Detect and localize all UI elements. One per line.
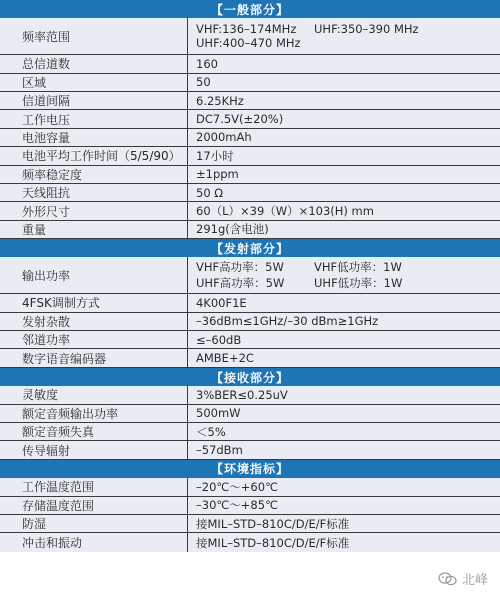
spec-value [188,55,500,72]
spec-row [0,147,500,165]
spec-row [0,74,500,92]
spec-value-line [196,259,500,275]
spec-value-line [196,275,500,291]
spec-value [188,441,500,458]
spec-label: 总信道数 [0,55,188,72]
spec-row [0,313,500,331]
spec-value-text: UHF:350–390 MHz [314,22,419,37]
spec-value [188,497,500,514]
section-header: 【发射部分】 [0,239,500,257]
spec-value-line [196,94,500,108]
spec-value-text: UHF:400–470 MHz [196,36,301,51]
spec-label: 4FSK调制方式 [0,294,188,311]
spec-label: 冲击和振动 [0,533,188,551]
spec-value-line [196,57,500,71]
spec-value-line [196,443,500,457]
spec-value [188,294,500,311]
spec-value-text: 3%BER≤0.25uV [196,387,288,402]
spec-value [188,221,500,238]
spec-value-line [196,296,500,310]
spec-label: 传导辐射 [0,441,188,458]
spec-label: 电池平均工作时间（5/5/90） [0,147,188,164]
spec-label: 存储温度范围 [0,497,188,514]
spec-value-line [196,148,500,164]
spec-value-text: DC7.5V(±20%) [196,112,284,127]
spec-value-text: –57dBm [196,443,243,458]
spec-value-text: ≤–60dB [196,332,242,347]
spec-row [0,184,500,202]
spec-value-line [196,186,500,200]
spec-row [0,441,500,459]
spec-value-text: 4K00F1E [196,295,247,310]
spec-value [188,74,500,91]
wechat-icon [438,572,458,586]
spec-value-text: –20℃～+60℃ [196,479,278,494]
spec-value [188,184,500,201]
spec-row [0,478,500,496]
spec-value-text: VHF:136–174MHz [196,22,297,37]
spec-value-line [196,424,500,440]
spec-label: 工作电压 [0,110,188,127]
spec-label: 防湿 [0,515,188,532]
spec-value-line [196,406,500,420]
spec-row [0,221,500,239]
spec-label: 数字语音编码器 [0,349,188,366]
spec-value-line [196,36,500,50]
spec-row [0,92,500,110]
spec-value [188,331,500,348]
spec-row [0,533,500,551]
spec-label: 频率范围 [0,18,188,54]
spec-label: 区域 [0,74,188,91]
spec-value-line [196,22,500,36]
spec-value-text: 接MIL–STD–810C/D/E/F标准 [196,516,350,531]
spec-value-text: 50 Ω [196,185,224,200]
spec-value-text: 6.25KHz [196,93,244,108]
spec-value-text: 500mW [196,406,241,421]
spec-label: 发射杂散 [0,313,188,330]
spec-row [0,55,500,73]
spec-value [188,478,500,495]
spec-row [0,110,500,128]
spec-value-line [196,516,500,532]
spec-value-line [196,112,500,126]
spec-value-text: 17小时 [196,148,234,163]
spec-value-text: –30℃～+85℃ [196,498,278,513]
spec-value [188,257,500,293]
spec-value-line [196,333,500,347]
spec-row [0,331,500,349]
spec-row [0,166,500,184]
spec-value-text: VHF高功率：5W [196,260,284,275]
spec-value-text: –36dBm≤1GHz/–30 dBm≥1GHz [196,314,379,329]
spec-value-text: VHF低功率：1W [314,260,402,275]
spec-row [0,515,500,533]
spec-value-line [196,203,500,219]
spec-value [188,202,500,219]
spec-value [188,313,500,330]
spec-value [188,18,500,54]
spec-row [0,202,500,220]
spec-value-line [196,167,500,181]
spec-value-text: ＜5% [196,424,226,439]
spec-value [188,405,500,422]
spec-value-line [196,314,500,328]
section-header: 【接收部分】 [0,368,500,386]
spec-value-text: AMBE+2C [196,351,254,366]
spec-value-text: UHF低功率：1W [314,276,403,291]
spec-row [0,405,500,423]
spec-value [188,166,500,183]
spec-value-line [196,351,500,365]
spec-label: 信道间隔 [0,92,188,109]
spec-value [188,110,500,127]
spec-row [0,423,500,441]
spec-value [188,515,500,532]
spec-value-text: 291g(含电池) [196,222,269,237]
section-header: 【环境指标】 [0,460,500,478]
spec-value-text: UHF高功率：5W [196,276,285,291]
spec-value [188,349,500,366]
spec-value-text: 50 [196,75,211,90]
spec-label: 电池容量 [0,129,188,146]
spec-value [188,533,500,551]
spec-value [188,147,500,164]
spec-row [0,386,500,404]
spec-value-line [196,388,500,402]
spec-value-line [196,221,500,237]
spec-value-line [196,130,500,144]
spec-label: 灵敏度 [0,386,188,403]
spec-value-text: 接MIL–STD–810C/D/E/F标准 [196,535,350,550]
spec-label: 工作温度范围 [0,478,188,495]
spec-value-line [196,75,500,89]
spec-row [0,129,500,147]
spec-value-text: 60（L）×39（W）×103(H) mm [196,204,374,218]
spec-value [188,92,500,109]
watermark-text: 北峰 [461,573,488,588]
spec-label: 邻道功率 [0,331,188,348]
spec-label: 额定音频输出功率 [0,405,188,422]
watermark [438,569,488,588]
section-header: 【一般部分】 [0,0,500,18]
spec-value-line [196,535,500,551]
spec-value-text: 160 [196,56,218,71]
spec-row [0,257,500,294]
spec-label: 外形尺寸 [0,202,188,219]
spec-row [0,294,500,312]
spec-value [188,386,500,403]
spec-row [0,497,500,515]
spec-value [188,423,500,440]
spec-row [0,18,500,55]
spec-label: 重量 [0,221,188,238]
spec-value-text: 2000mAh [196,130,252,145]
spec-value-line [196,479,500,495]
spec-label: 额定音频失真 [0,423,188,440]
spec-label: 输出功率 [0,257,188,293]
spec-row [0,349,500,367]
spec-label: 频率稳定度 [0,166,188,183]
spec-label: 天线阻抗 [0,184,188,201]
spec-value [188,129,500,146]
spec-value-text: ±1ppm [196,167,239,182]
spec-value-line [196,497,500,513]
